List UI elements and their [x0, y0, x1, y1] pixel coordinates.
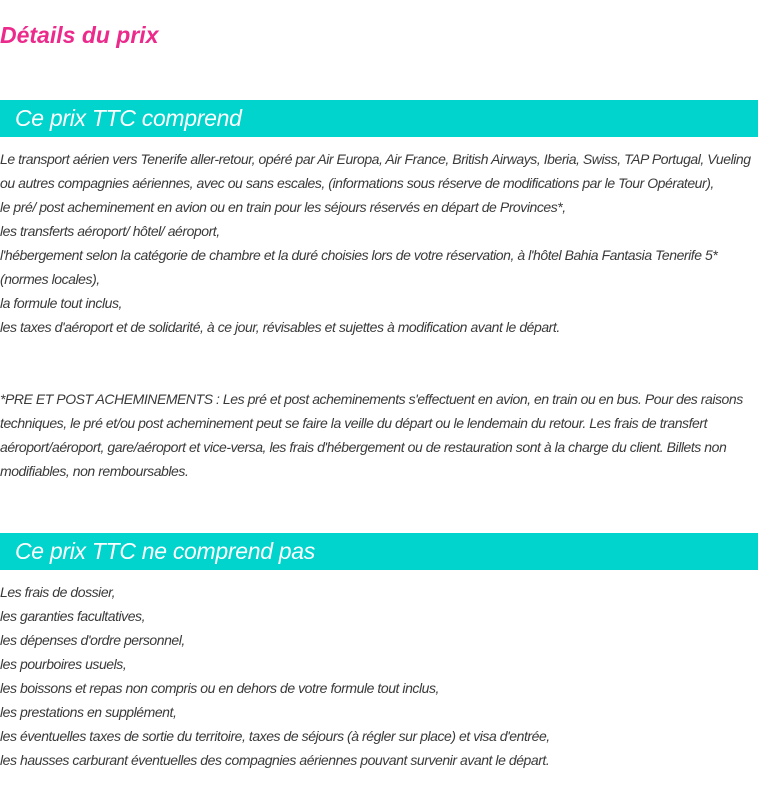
- included-item-accommodation: l'hébergement selon la catégorie de chambre et la duré choisies lors de votre réservation, à l'hôtel Bahia Fantasia Tenerife 5* (normes locales),: [0, 247, 718, 287]
- included-heading: Ce prix TTC comprend: [15, 105, 242, 131]
- pre-post-note-text: *PRE ET POST ACHEMINEMENTS : Les pré et post acheminements s'effectuent en avion, en train ou en bus. Pour des raisons techniques, le pré et/ou post acheminement peut se faire la veille du départ ou le lendemain du retour. Les frais de transfert aéroport/aéroport, gare/aéroport et vice-versa, les frais d'hébergement ou de restauration sont à la charge du client. Billets non modifiables, non remboursables.: [0, 391, 743, 479]
- excluded-item-drinks: les boissons et repas non compris ou en dehors de votre formule tout inclus,: [0, 680, 439, 696]
- page-title: Détails du prix: [0, 22, 159, 48]
- included-section-header: [0, 100, 758, 137]
- included-item-taxes: les taxes d'aéroport et de solidarité, à ce jour, révisables et sujettes à modification avant le départ.: [0, 319, 560, 335]
- excluded-item-fees: Les frais de dossier,: [0, 584, 116, 600]
- excluded-item-fuel: les hausses carburant éventuelles des compagnies aériennes pouvant survenir avant le départ.: [0, 752, 550, 768]
- excluded-item-personal: les dépenses d'ordre personnel,: [0, 632, 185, 648]
- excluded-section-header: [0, 533, 758, 570]
- excluded-item-tips: les pourboires usuels,: [0, 656, 127, 672]
- excluded-item-exit-taxes: les éventuelles taxes de sortie du territoire, taxes de séjours (à régler sur place) et visa d'entrée,: [0, 728, 550, 744]
- pre-post-note: [0, 387, 758, 483]
- included-item-all-inclusive: la formule tout inclus,: [0, 295, 122, 311]
- excluded-list: [0, 580, 758, 772]
- excluded-item-guarantees: les garanties facultatives,: [0, 608, 146, 624]
- included-list: [0, 147, 758, 339]
- included-item-transfers: les transferts aéroport/ hôtel/ aéroport,: [0, 223, 220, 239]
- excluded-heading: Ce prix TTC ne comprend pas: [15, 538, 315, 564]
- included-item-pre-post: le pré/ post acheminement en avion ou en train pour les séjours réservés en départ de Provinces*,: [0, 199, 566, 215]
- included-item-transport: Le transport aérien vers Tenerife aller-retour, opéré par Air Europa, Air France, British Airways, Iberia, Swiss, TAP Portugal, Vueling ou autres compagnies aériennes, avec ou sans escales, (informations sous réserve de modifications par le Tour Opérateur),: [0, 151, 751, 191]
- excluded-item-extras: les prestations en supplément,: [0, 704, 177, 720]
